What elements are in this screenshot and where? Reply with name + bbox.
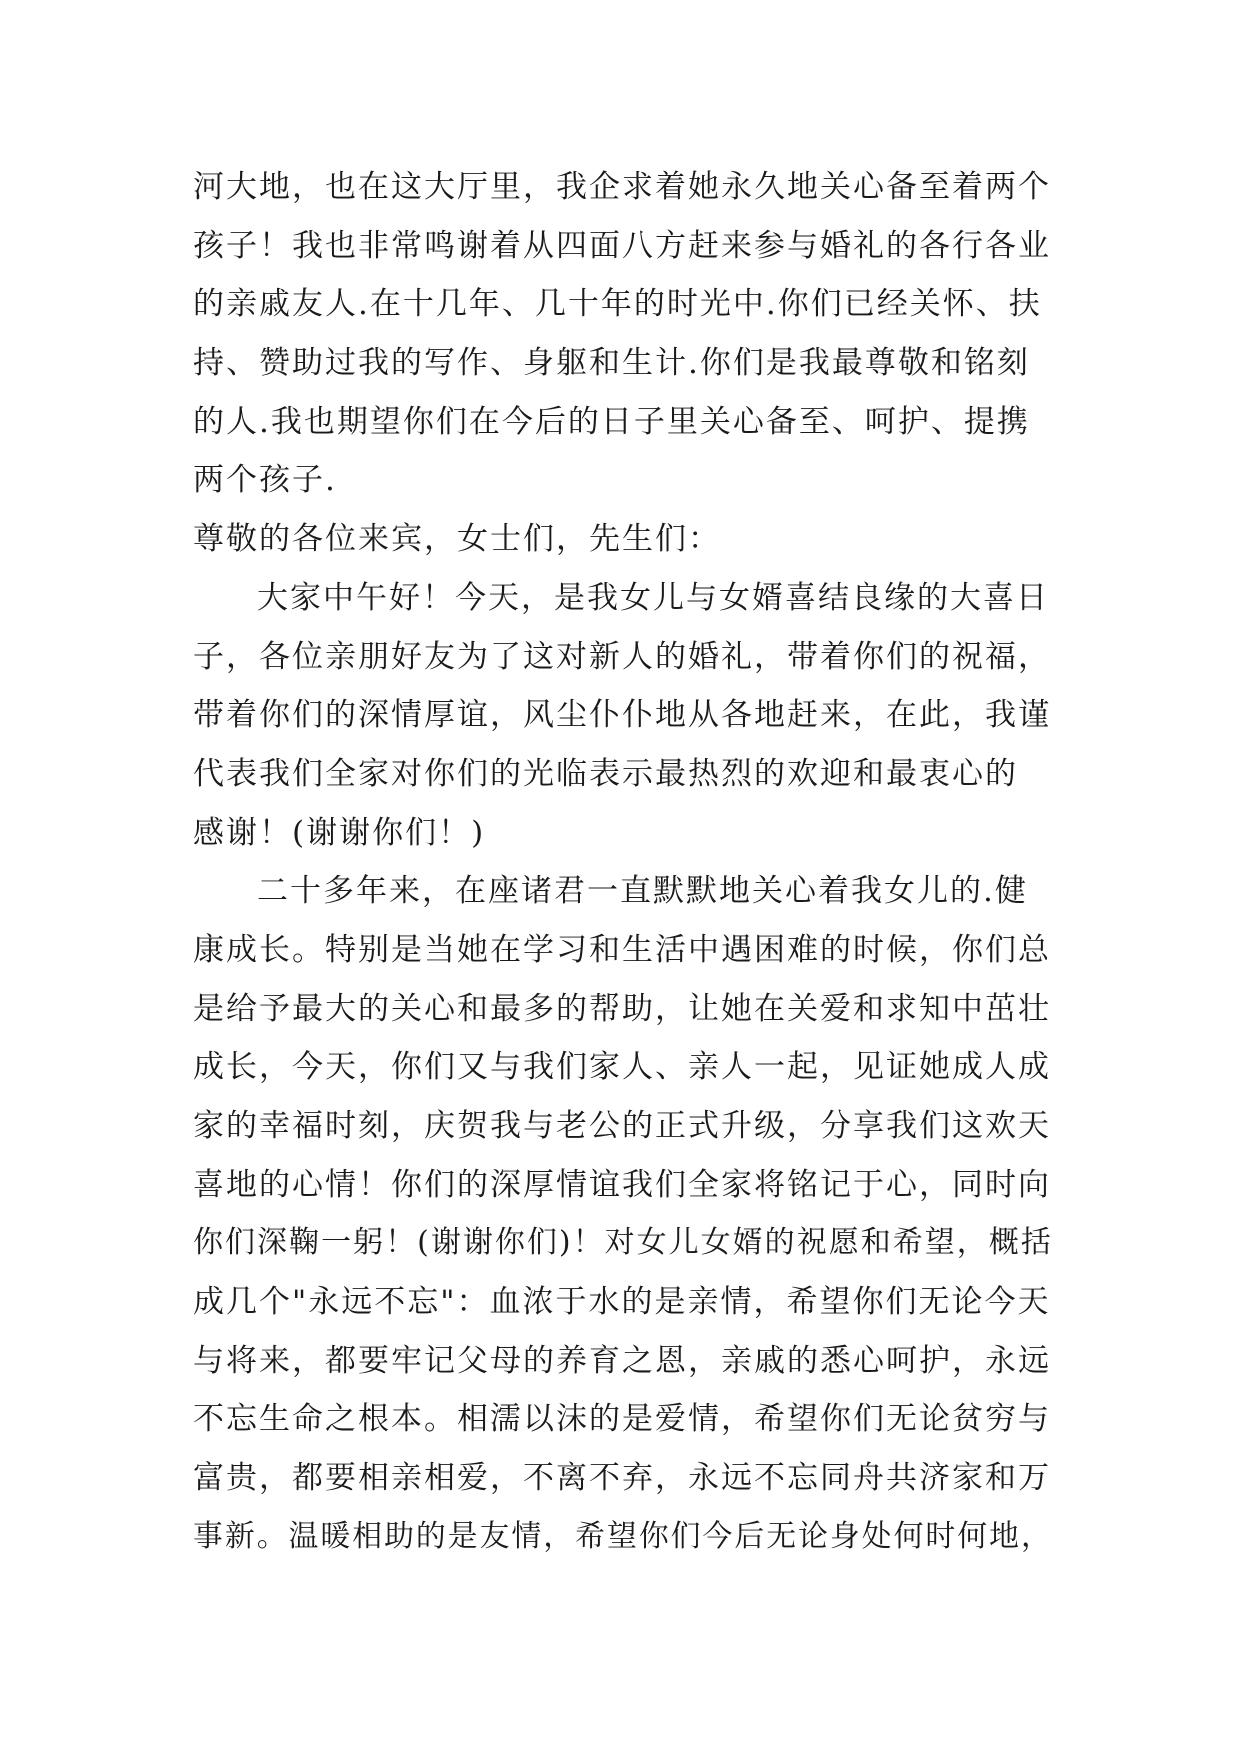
text-line: 代表我们全家对你们的光临表示最热烈的欢迎和最衷心的 (193, 755, 1018, 792)
text-line: 富贵，都要相亲相爱，不离不弃，永远不忘同舟共济家和万 (193, 1460, 1051, 1497)
text-line: 河大地，也在这大厅里，我企求着她永久地关心备至着两个 (193, 169, 1051, 205)
text-line: 是给予最大的关心和最多的帮助，让她在关爱和求知中茁壮 (193, 990, 1051, 1027)
text-line: 你们深鞠一躬！(谢谢你们)！对女儿女婿的祝愿和希望，概括 (193, 1225, 1053, 1261)
text-line: 的人.我也期望你们在今后的日子里关心备至、呵护、提携 (193, 403, 1030, 440)
text-line: 事新。温暖相助的是友情，希望你们今后无论身处何时何地， (193, 1518, 1053, 1554)
body-text (193, 158, 1051, 1567)
text-line: 的亲戚友人.在十几年、几十年的时光中.你们已经关怀、扶 (193, 286, 1042, 323)
text-line: 带着你们的深情厚谊，风尘仆仆地从各地赶来，在此，我谨 (193, 697, 1051, 734)
text-line: 与将来，都要牢记父母的养育之恩，亲戚的悉心呵护，永远 (193, 1342, 1051, 1379)
text-line: 家的幸福时刻，庆贺我与老公的正式升级，分享我们这欢天 (193, 1108, 1051, 1144)
text-line: 不忘生命之根本。相濡以沫的是爱情，希望你们无论贫穷与 (193, 1401, 1051, 1438)
text-line: 两个孩子. (193, 462, 337, 499)
text-line: 康成长。特别是当她在学习和生活中遇困难的时候，你们总 (193, 931, 1051, 968)
text-line: 喜地的心情！你们的深厚情谊我们全家将铭记于心，同时向 (193, 1166, 1051, 1203)
text-line: 二十多年来，在座诸君一直默默地关心着我女儿的.健 (257, 873, 1028, 910)
text-line: 子，各位亲朋好友为了这对新人的婚礼，带着你们的祝福， (193, 638, 1051, 675)
text-line: 大家中午好！今天，是我女儿与女婿喜结良缘的大喜日 (257, 579, 1049, 616)
text-line: 感谢！(谢谢你们！) (193, 814, 486, 851)
text-line: 成长，今天，你们又与我们家人、亲人一起，见证她成人成 (193, 1049, 1051, 1086)
text-line: 持、赞助过我的写作、身躯和生计.你们是我最尊敬和铭刻 (193, 345, 1030, 382)
text-line: 孩子！我也非常鸣谢着从四面八方赶来参与婚礼的各行各业 (193, 227, 1051, 264)
text-line: 成几个"永远不忘"：血浓于水的是亲情，希望你们无论今天 (193, 1284, 1051, 1321)
text-line: 尊敬的各位来宾，女士们，先生们： (193, 521, 721, 558)
